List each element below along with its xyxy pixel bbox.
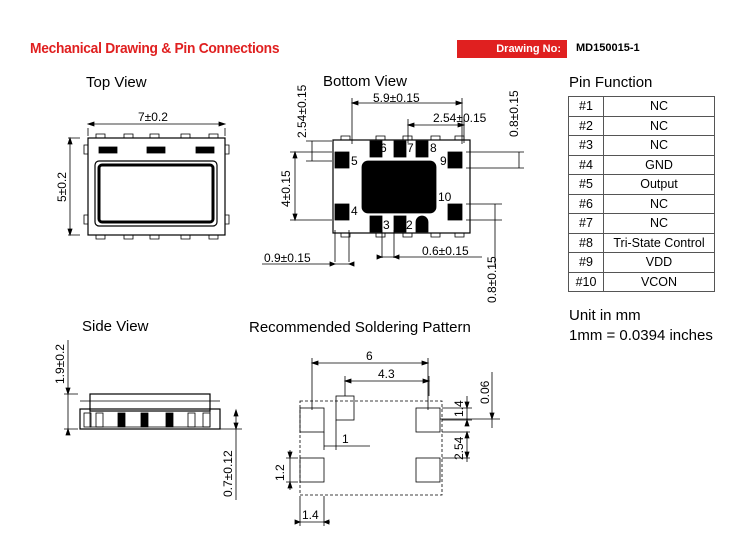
pin-function-cell: NC	[604, 97, 715, 117]
soldering-dimension-lines	[286, 358, 500, 526]
solder-pad-height-dim: 1.4	[452, 400, 466, 417]
pin-number-cell: #10	[569, 272, 604, 292]
solder-bottom-pad-dim: 1.4	[302, 508, 319, 522]
pin-number-cell: #4	[569, 155, 604, 175]
unit-line-1: Unit in mm	[569, 307, 641, 324]
bottom-pad-width-dim: 0.9±0.15	[264, 251, 311, 265]
pin-function-cell: NC	[604, 214, 715, 234]
pin-label-4: 4	[351, 204, 358, 218]
pin-function-cell: GND	[604, 155, 715, 175]
solder-inner-dim: 4.3	[378, 367, 395, 381]
pin-number-cell: #8	[569, 233, 604, 253]
side-view-title: Side View	[82, 318, 149, 335]
top-view-drawing	[68, 122, 229, 239]
pin-function-cell: NC	[604, 136, 715, 156]
bottom-left-pitch-dim: 2.54±0.15	[295, 84, 309, 138]
bottom-outer-dim: 5.9±0.15	[373, 91, 420, 105]
pin-number-cell: #2	[569, 116, 604, 136]
pin-number-cell: #7	[569, 214, 604, 234]
pin-number-cell: #9	[569, 253, 604, 273]
bottom-inner-dim: 2.54±0.15	[433, 111, 487, 125]
solder-outer-dim: 6	[366, 349, 373, 363]
pin-label-8: 8	[430, 141, 437, 155]
pin-label-9: 9	[440, 154, 447, 168]
pin-label-10: 10	[438, 190, 452, 204]
pin-label-5: 5	[351, 154, 358, 168]
page-title: Mechanical Drawing & Pin Connections	[30, 40, 280, 57]
side-view-drawing	[64, 340, 242, 500]
pin-function-cell: VDD	[604, 253, 715, 273]
drawing-number-value: MD150015-1	[576, 42, 640, 54]
top-width-dim: 7±0.2	[138, 110, 168, 124]
bottom-right-pad-dim: 0.8±0.15	[507, 90, 521, 137]
pin-function-cell: VCON	[604, 272, 715, 292]
side-pad-dim: 0.7±0.12	[221, 450, 235, 497]
unit-line-2: 1mm = 0.0394 inches	[569, 327, 713, 344]
soldering-title: Recommended Soldering Pattern	[249, 319, 471, 336]
solder-left-pad-dim: 1.2	[273, 464, 287, 481]
pin-function-cell: NC	[604, 194, 715, 214]
bottom-height-dim: 4±0.15	[279, 170, 293, 207]
solder-gap-dim: 1	[342, 432, 349, 446]
solder-thin-dim: 0.06	[478, 380, 492, 404]
bottom-view-title: Bottom View	[323, 73, 407, 90]
pin-label-3: 3	[383, 218, 390, 232]
pin-function-cell: Output	[604, 175, 715, 195]
pin-function-title: Pin Function	[569, 74, 653, 91]
pin-function-cell: NC	[604, 116, 715, 136]
pin-number-cell: #3	[569, 136, 604, 156]
top-view-title: Top View	[86, 74, 147, 91]
drawing-number-label: Drawing No:	[457, 40, 567, 58]
pin-label-1: 1	[420, 218, 427, 232]
pin-number-cell: #5	[569, 175, 604, 195]
bottom-lower-pad-dim: 0.8±0.15	[485, 256, 499, 303]
pin-label-7: 7	[407, 141, 414, 155]
pin-number-cell: #1	[569, 97, 604, 117]
soldering-pattern-drawing	[300, 396, 442, 495]
solder-pitch-dim: 2.54	[452, 436, 466, 460]
bottom-pad-gap-dim: 0.6±0.15	[422, 244, 469, 258]
side-height-dim: 1.9±0.2	[53, 344, 67, 384]
pin-number-cell: #6	[569, 194, 604, 214]
pin-function-cell: Tri-State Control	[604, 233, 715, 253]
top-height-dim: 5±0.2	[55, 172, 69, 202]
pin-label-6: 6	[380, 141, 387, 155]
pin-label-2: 2	[406, 218, 413, 232]
